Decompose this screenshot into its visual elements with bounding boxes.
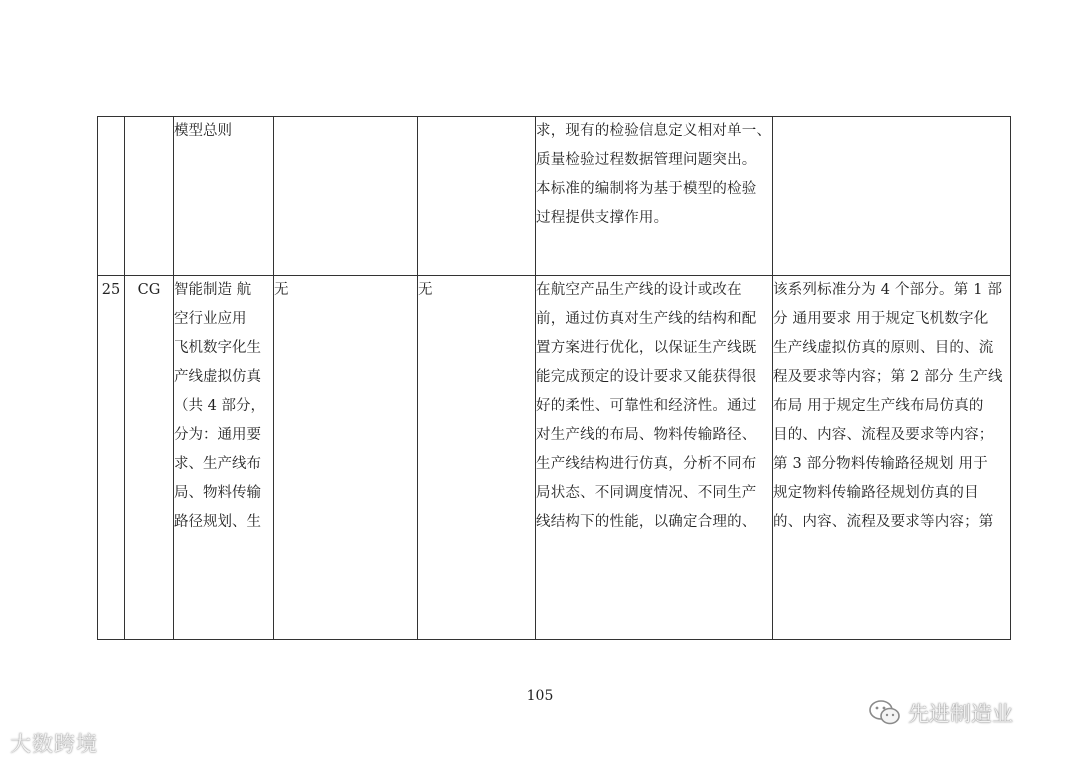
purpose-line: 置方案进行优化，以保证生产线既 — [536, 340, 757, 356]
content-cell — [773, 276, 1011, 640]
content-line: 规定物料传输路径规划仿真的目 — [773, 485, 979, 501]
content-line: 分 通用要求 用于规定飞机数字化 — [773, 311, 989, 327]
standard-name-cell — [174, 276, 274, 640]
standards-table — [97, 116, 1011, 640]
purpose-line: 前，通过仿真对生产线的结构和配 — [536, 311, 757, 327]
watermark-left — [10, 728, 98, 758]
category-cell: CG — [125, 276, 174, 640]
col4-cell: 无 — [274, 276, 418, 640]
standard-name-line: 分为：通用要 — [174, 427, 261, 443]
content-line: 生产线虚拟仿真的原则、目的、流 — [773, 340, 994, 356]
purpose-line: 过程提供支撑作用。 — [536, 210, 669, 226]
table-row — [98, 117, 1011, 276]
standard-name-line: 产线虚拟仿真 — [174, 369, 261, 385]
table-row — [98, 276, 1011, 640]
content-line: 目的、内容、流程及要求等内容； — [773, 427, 994, 443]
standard-name-line: 求、生产线布 — [174, 456, 261, 472]
standard-name-line: 飞机数字化生 — [174, 340, 261, 356]
purpose-line: 在航空产品生产线的设计或改在 — [536, 282, 742, 298]
standard-name-cell — [174, 117, 274, 276]
content-line: 布局 用于规定生产线布局仿真的 — [773, 398, 984, 414]
standard-name-line: 路径规划、生 — [174, 514, 261, 530]
number-cell: 25 — [98, 276, 125, 640]
empty-cell — [773, 117, 1011, 276]
purpose-cell — [536, 276, 773, 640]
watermark-right — [868, 698, 1013, 728]
purpose-line: 本标准的编制将为基于模型的检验 — [536, 181, 757, 197]
col5-cell: 无 — [418, 276, 536, 640]
standard-name-line: 智能制造 航 — [174, 282, 252, 298]
purpose-cell — [536, 117, 773, 276]
purpose-line: 好的柔性、可靠性和经济性。通过 — [536, 398, 757, 414]
empty-cell — [274, 117, 418, 276]
content-line: 程及要求等内容；第 2 部分 生产线 — [773, 369, 1003, 385]
purpose-line: 生产线结构进行仿真，分析不同布 — [536, 456, 757, 472]
purpose-line: 线结构下的性能，以确定合理的、 — [536, 514, 757, 530]
content-line: 该系列标准分为 4 个部分。第 1 部 — [773, 282, 1003, 298]
wechat-icon — [868, 698, 902, 728]
standard-name-line: 模型总则 — [174, 123, 232, 139]
number-cell — [98, 117, 125, 276]
page-number: 105 — [526, 688, 554, 704]
purpose-line: 对生产线的布局、物料传输路径、 — [536, 427, 757, 443]
purpose-line: 能完成预定的设计要求又能获得很 — [536, 369, 757, 385]
standard-name-line: 局、物料传输 — [174, 485, 261, 501]
category-cell — [125, 117, 174, 276]
content-line: 第 3 部分物料传输路径规划 用于 — [773, 456, 988, 472]
purpose-line: 求，现有的检验信息定义相对单一、 — [536, 123, 772, 139]
empty-cell — [418, 117, 536, 276]
standard-name-line: 空行业应用 — [174, 311, 247, 327]
standard-name-line: （共 4 部分， — [174, 398, 265, 414]
purpose-line: 局状态、不同调度情况、不同生产 — [536, 485, 757, 501]
watermark-right-label: 先进制造业 — [908, 702, 1013, 726]
purpose-line: 质量检验过程数据管理问题突出。 — [536, 152, 757, 168]
watermark-left-label: 大数跨境 — [10, 732, 98, 756]
content-line: 的、内容、流程及要求等内容；第 — [773, 514, 994, 530]
